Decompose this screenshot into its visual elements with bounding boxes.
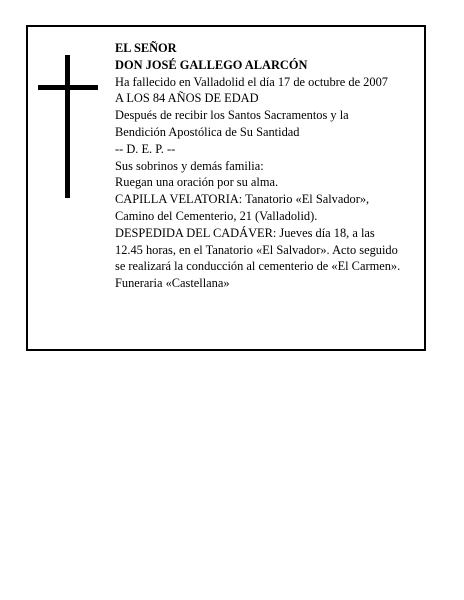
chapel-address-line: Camino del Cementerio, 21 (Valladolid).: [115, 208, 318, 223]
notice-text-block: [115, 40, 427, 292]
cross-horizontal-bar: [38, 85, 98, 90]
cross-vertical-bar: [65, 55, 70, 198]
prayer-line: Ruegan una oración por su alma.: [115, 175, 279, 190]
rip-line: -- D. E. P. --: [115, 141, 176, 156]
cemetery-line: se realizará la conducción al cementerio de «El Carmen».: [115, 259, 401, 274]
death-date-line: Ha fallecido en Valladolid el día 17 de octubre de 2007: [115, 74, 388, 89]
chapel-line: CAPILLA VELATORIA: Tanatorio «El Salvador»,: [115, 192, 370, 207]
farewell-line: DESPEDIDA DEL CADÁVER: Jueves día 18, a las: [115, 225, 375, 240]
funeral-home-line: Funeraria «Castellana»: [115, 276, 230, 291]
latin-cross-icon: [38, 55, 98, 198]
farewell-time-line: 12.45 horas, en el Tanatorio «El Salvador». Acto seguido: [115, 242, 398, 257]
age-line: A LOS 84 AÑOS DE EDAD: [115, 91, 259, 106]
sacraments-line: Después de recibir los Santos Sacramentos y la: [115, 108, 349, 123]
notice-title: EL SEÑOR: [115, 41, 177, 55]
deceased-name: DON JOSÉ GALLEGO ALARCÓN: [115, 57, 308, 72]
family-line: Sus sobrinos y demás familia:: [115, 158, 264, 173]
obituary-notice: [26, 25, 426, 351]
blessing-line: Bendición Apostólica de Su Santidad: [115, 124, 300, 139]
